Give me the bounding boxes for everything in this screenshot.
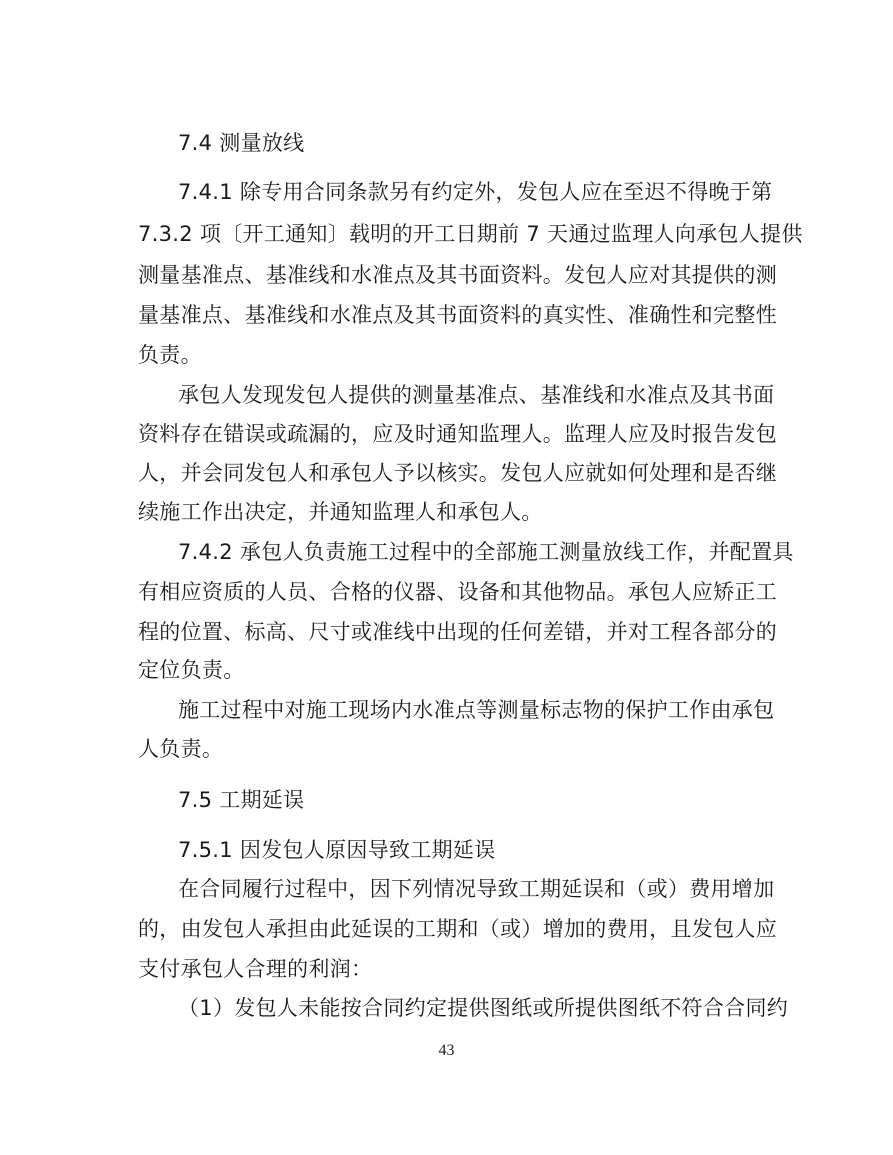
section-heading-7-5: 7.5 工期延误 <box>178 788 305 812</box>
paragraph-line: 施工过程中对施工现场内水准点等测量标志物的保护工作由承包 <box>178 698 775 722</box>
paragraph-line: 支付承包人合理的利润： <box>138 957 373 981</box>
paragraph-line: 的，由发包人承担由此延误的工期和（或）增加的费用，且发包人应 <box>138 917 777 941</box>
paragraph-line: 7.3.2 项〔开工通知〕载明的开工日期前 7 天通过监理人向承包人提供 <box>138 222 803 246</box>
subsection-heading-7-5-1: 7.5.1 因发包人原因导致工期延误 <box>178 838 496 862</box>
paragraph-line: 量基准点、基准线和水准点及其书面资料的真实性、准确性和完整性 <box>138 303 777 327</box>
paragraph-line: 定位负责。 <box>138 658 245 682</box>
paragraph-line: 7.4.1 除专用合同条款另有约定外，发包人应在至迟不得晚于第 <box>178 180 773 204</box>
paragraph-line: 测量基准点、基准线和水准点及其书面资料。发包人应对其提供的测 <box>138 263 777 287</box>
paragraph-line: 程的位置、标高、尺寸或准线中出现的任何差错，并对工程各部分的 <box>138 620 777 644</box>
paragraph-line: 承包人发现发包人提供的测量基准点、基准线和水准点及其书面 <box>178 383 775 407</box>
paragraph-line: 负责。 <box>138 343 202 367</box>
paragraph-line: 7.4.2 承包人负责施工过程中的全部施工测量放线工作，并配置具 <box>178 540 794 564</box>
paragraph-line: 在合同履行过程中，因下列情况导致工期延误和（或）费用增加 <box>178 877 775 901</box>
paragraph-line: 资料存在错误或疏漏的，应及时通知监理人。监理人应及时报告发包 <box>138 422 777 446</box>
paragraph-line: 续施工作出决定，并通知监理人和承包人。 <box>138 500 543 524</box>
paragraph-line: 人，并会同发包人和承包人予以核实。发包人应就如何处理和是否继 <box>138 461 777 485</box>
section-heading-7-4: 7.4 测量放线 <box>178 131 305 155</box>
page-number: 43 <box>438 1042 455 1059</box>
list-item: （1）发包人未能按合同约定提供图纸或所提供图纸不符合合同约 <box>178 996 789 1020</box>
paragraph-line: 人负责。 <box>138 737 224 761</box>
paragraph-line: 有相应资质的人员、合格的仪器、设备和其他物品。承包人应矫正工 <box>138 580 777 604</box>
